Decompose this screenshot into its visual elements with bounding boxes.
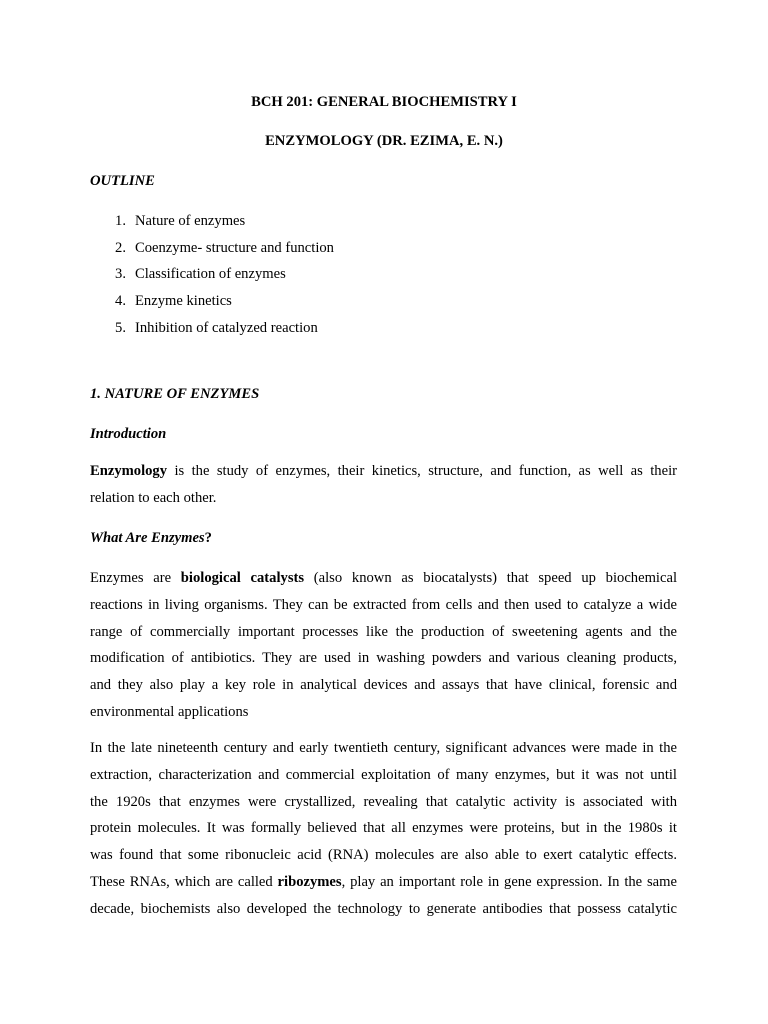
what-heading-mark: ? [204, 530, 212, 546]
paragraph-line: In the late nineteenth century and early twentieth century, significant advances were made in the [90, 740, 677, 756]
line-text: (also known as biocatalysts) that speed up biochemical [304, 570, 677, 586]
paragraph-line [90, 568, 677, 595]
what-heading-text: What Are Enzymes [90, 530, 205, 546]
paragraph-line: extraction, characterization and commercial exploitation of many enzymes, but it was not until [90, 766, 677, 783]
paragraph-line: was found that some ribonucleic acid (RNA) molecules are also able to exert catalytic effects. [90, 847, 677, 864]
line-text: , play an important role in gene expression. In the same [341, 873, 677, 890]
term-biological-catalysts: biological catalysts [180, 570, 305, 586]
term-enzymology: Enzymology [90, 463, 168, 479]
paragraph-line [90, 461, 677, 488]
outline-heading: OUTLINE [90, 173, 155, 189]
line-text: Enzymes are [90, 570, 181, 586]
list-item-text: Inhibition of catalyzed reaction [135, 319, 318, 336]
paragraph-line: the 1920s that enzymes were crystallized, revealing that catalytic activity is associated with [90, 793, 677, 810]
line-text: These RNAs, which are called [90, 873, 278, 890]
line-text: is the study of enzymes, their kinetics, structure, and function, as well as their [167, 463, 677, 479]
course-title: BCH 201: GENERAL BIOCHEMISTRY I [251, 94, 517, 110]
paragraph-line: environmental applications [90, 703, 249, 720]
list-item-text: Classification of enzymes [135, 266, 286, 283]
paragraph-line: relation to each other. [90, 489, 217, 506]
section-heading: 1. NATURE OF ENZYMES [90, 386, 260, 402]
paragraph-line: decade, biochemists also developed the technology to generate antibodies that possess catalytic [90, 900, 677, 917]
list-item-number: 3. [115, 266, 126, 283]
enzymes-paragraph [90, 568, 677, 729]
list-item-number: 2. [115, 239, 126, 256]
intro-paragraph [90, 461, 677, 515]
term-ribozymes: ribozymes [277, 873, 342, 890]
what-heading [90, 530, 212, 547]
paragraph-line: protein molecules. It was formally believed that all enzymes were proteins, but in the 1980s it [90, 820, 677, 837]
list-item-text: Coenzyme- structure and function [135, 239, 334, 256]
intro-heading: Introduction [90, 426, 167, 442]
list-item-text: Nature of enzymes [135, 213, 246, 229]
paragraph-line: modification of antibiotics. They are used in washing powders and various cleaning products, [90, 650, 677, 667]
list-item-number: 4. [115, 293, 126, 310]
list-item-number: 1. [115, 213, 126, 229]
paragraph-line: and they also play a key role in analytical devices and assays that have clinical, forensic and [90, 677, 677, 694]
paragraph-line [90, 872, 677, 899]
paragraph-line: range of commercially important processes like the production of sweetening agents and the [90, 623, 677, 640]
list-item-text: Enzyme kinetics [135, 293, 232, 310]
document-subtitle: ENZYMOLOGY (DR. EZIMA, E. N.) [265, 133, 503, 149]
list-item-number: 5. [115, 319, 126, 336]
history-paragraph [90, 738, 677, 926]
paragraph-line: reactions in living organisms. They can be extracted from cells and then used to catalyze a wide [90, 596, 677, 613]
